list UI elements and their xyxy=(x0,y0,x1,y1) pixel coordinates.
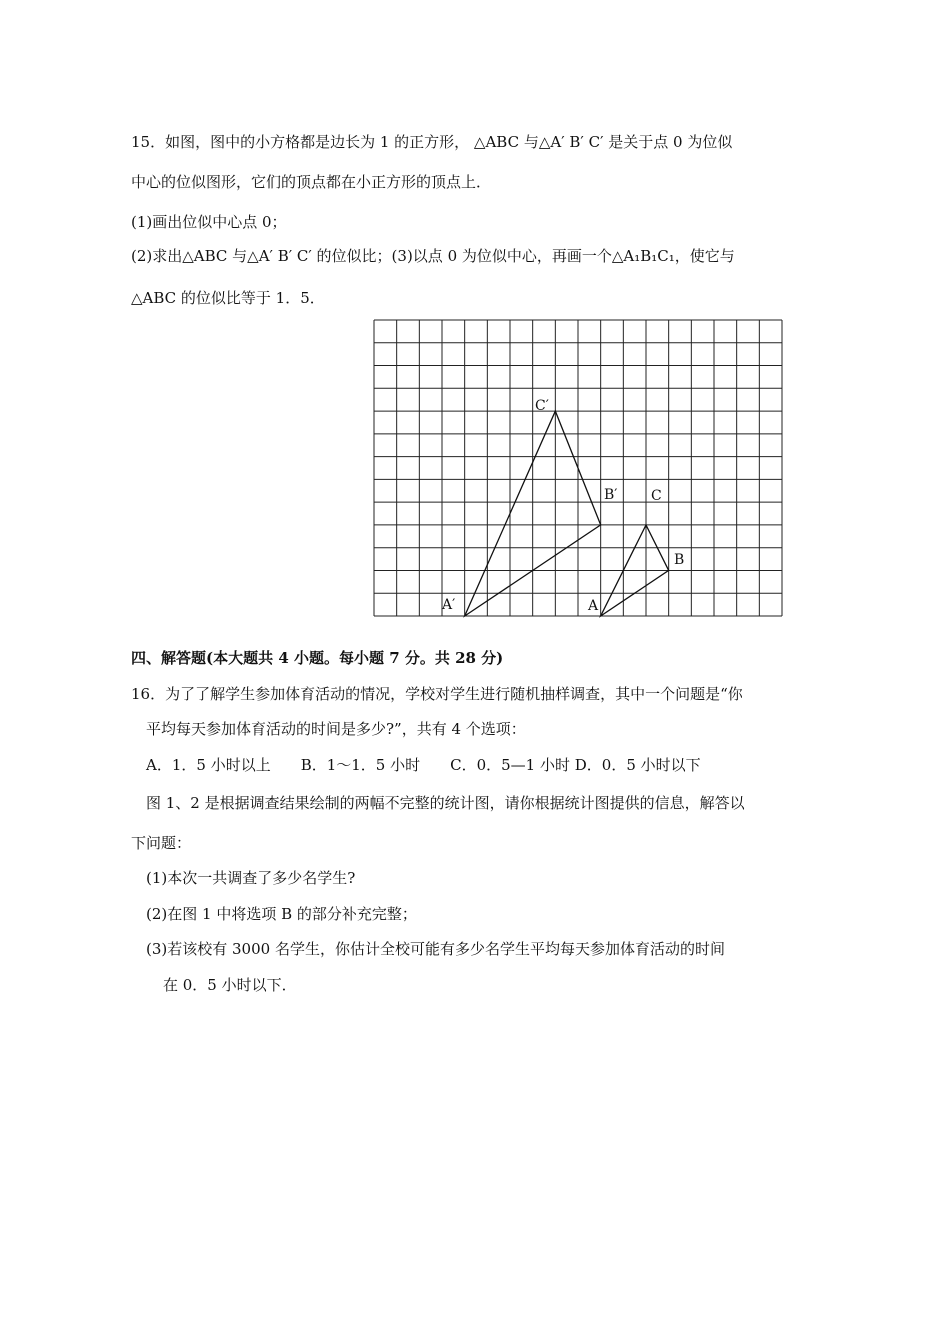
label-b: B xyxy=(674,552,685,568)
q16-line-1: 16．为了了解学生参加体育活动的情况，学校对学生进行随机抽样调查，其中一个问题是“你 xyxy=(131,685,743,703)
q16-line-4: 下问题： xyxy=(131,834,192,852)
q16-line-2: 平均每天参加体育活动的时间是多少?”，共有 4 个选项： xyxy=(146,720,526,738)
q15-line-1: 15．如图，图中的小方格都是边长为 1 的正方形， △ABC 与△A′ B′ C′ 是关于点 0 为位似 xyxy=(131,133,733,151)
section-4-heading: 四、解答题(本大题共 4 小题。每小题 7 分。共 28 分) xyxy=(131,649,504,667)
triangles xyxy=(465,411,669,616)
label-b-prime: B′ xyxy=(604,487,618,503)
q16-part-1: (1)本次一共调查了多少名学生? xyxy=(146,869,356,887)
q16-options: A．1．5 小时以上 B．1～1．5 小时 C．0．5—1 小时 D．0．5 小时以下 xyxy=(146,756,701,774)
label-a: A xyxy=(588,598,599,614)
q15-part-1: (1)画出位似中心点 0； xyxy=(131,213,287,231)
q15-part-2: (2)求出△ABC 与△A′ B′ C′ 的位似比；(3)以点 0 为位似中心，再画一个△A₁B₁C₁，使它与 xyxy=(131,247,735,265)
label-a-prime: A′ xyxy=(442,597,456,613)
grid-svg xyxy=(372,318,784,618)
q15-part-2-continued: △ABC 的位似比等于 1．5． xyxy=(131,289,325,307)
label-c: C xyxy=(651,488,662,504)
q15-line-2: 中心的位似图形，它们的顶点都在小正方形的顶点上． xyxy=(131,173,492,191)
q16-part-3-continued: 在 0．5 小时以下． xyxy=(163,976,297,994)
grid-figure xyxy=(372,318,784,618)
q16-part-3: (3)若该校有 3000 名学生，你估计全校可能有多少名学生平均每天参加体育活动的时间 xyxy=(146,940,725,958)
q16-part-2: (2)在图 1 中将选项 B 的部分补充完整； xyxy=(146,905,417,923)
label-c-prime: C′ xyxy=(535,398,549,414)
q16-line-3: 图 1、2 是根据调查结果绘制的两幅不完整的统计图，请你根据统计图提供的信息，解答以 xyxy=(146,794,745,812)
